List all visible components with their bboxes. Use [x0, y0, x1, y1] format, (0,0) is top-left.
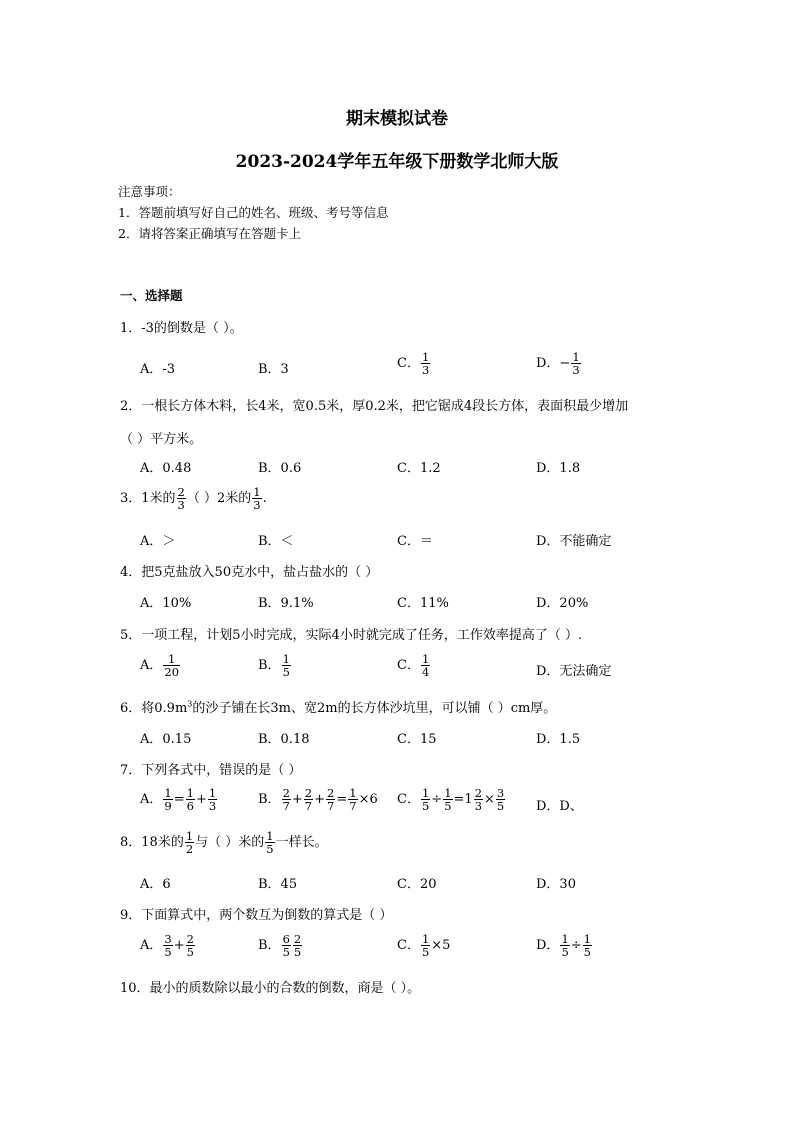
question-8: 8．18米的 $\frac{1}{2}$ 与（ ）米的 $\frac{1}{5}$ 一样长。 [120, 829, 328, 857]
q2-option-a: A．0.48 [140, 461, 192, 476]
q1-option-b: B．3 [258, 362, 289, 377]
fraction: $\frac{1}{3}$ [572, 350, 580, 378]
q5-option-d: D．无法确定 [536, 664, 612, 679]
q3-option-d: D．不能确定 [536, 534, 612, 549]
q3-option-c: C．＝ [397, 534, 433, 549]
q7-option-c: C． $\frac{1}{5}$ ÷ $\frac{1}{5}$ =1 $\frac{2}{3}$ × $\frac{3}{5}$ [397, 786, 505, 814]
q9-option-d: D． $\frac{1}{5}$ ÷ $\frac{1}{5}$ [536, 932, 591, 960]
q5-option-b: B． $\frac{1}{5}$ [258, 652, 290, 680]
question-3: 3．1米的 $\frac{2}{3}$ （ ）2米的 $\frac{1}{3}$ . [120, 485, 267, 513]
q2-option-c: C．1.2 [397, 461, 441, 476]
q7-option-d: D．D、 [536, 799, 583, 814]
question-10: 10．最小的质数除以最小的合数的倒数，商是（ ）。 [120, 981, 421, 996]
q8-option-a: A．6 [140, 877, 171, 892]
fraction: $\frac{1}{5}$ [444, 786, 452, 814]
fraction: $\frac{2}{7}$ [327, 786, 335, 814]
page-subtitle: 2023-2024学年五年级下册数学北师大版 [235, 152, 559, 172]
question-7: 7．下列各式中，错误的是（ ） [120, 763, 302, 778]
q8-option-c: C．20 [397, 877, 437, 892]
q1-option-a: A．-3 [140, 362, 176, 377]
q4-option-a: A．10% [140, 596, 192, 611]
q9-option-c: C． $\frac{1}{5}$ ×5 [397, 932, 451, 960]
q1-option-c: C． $\frac{1}{3}$ [397, 350, 430, 378]
fraction: $\frac{3}{5}$ [496, 786, 505, 814]
fraction: $\frac{1}{3}$ [208, 786, 217, 814]
fraction: $\frac{1}{5}$ [561, 932, 569, 960]
q2-option-d: D．1.8 [536, 461, 581, 476]
note-item-1: 1．答题前填写好自己的姓名、班级、考号等信息 [118, 205, 389, 220]
q5-option-a: A． $\frac{1}{20}$ [140, 652, 180, 680]
fraction: $\frac{1}{5}$ [282, 652, 290, 680]
fraction: $\frac{1}{7}$ [349, 786, 357, 814]
q4-option-d: D．20% [536, 596, 589, 611]
q9-option-b: B． $\frac{6}{5}$ $\frac{2}{5}$ [258, 932, 302, 960]
q8-option-d: D．30 [536, 877, 576, 892]
fraction: $\frac{1}{3}$ [421, 350, 430, 378]
q4-option-b: B．9.1% [258, 596, 314, 611]
fraction: $\frac{1}{2}$ [185, 829, 194, 857]
fraction: $\frac{2}{5}$ [293, 932, 302, 960]
q6-option-b: B．0.18 [258, 732, 310, 747]
fraction: $\frac{1}{5}$ [266, 829, 274, 857]
fraction: $\frac{1}{5}$ [583, 932, 591, 960]
q2-option-b: B．0.6 [258, 461, 302, 476]
fraction: $\frac{1}{9}$ [164, 786, 172, 814]
q3-option-b: B．＜ [258, 534, 294, 549]
question-6: 6．将$0.9m^3$的沙子铺在长3m、宽2m的长方体沙坑里，可以铺（ ）cm厚。 [120, 699, 557, 716]
notes-heading: 注意事项： [118, 184, 181, 199]
q3-option-a: A．＞ [140, 534, 176, 549]
q7-option-a: A． $\frac{1}{9}$ = $\frac{1}{6}$ + $\frac{1}{3}$ [140, 786, 217, 814]
question-9: 9．下面算式中，两个数互为倒数的算式是（ ） [120, 908, 393, 923]
question-2-line-2: （ ）平方米。 [120, 432, 203, 447]
q9-option-a: A． $\frac{3}{5}$ + $\frac{2}{5}$ [140, 932, 194, 960]
q6-option-d: D．1.5 [536, 732, 581, 747]
fraction: $\frac{1}{3}$ [253, 485, 261, 513]
fraction: $\frac{2}{3}$ [177, 485, 185, 513]
note-item-2: 2．请将答案正确填写在答题卡上 [118, 226, 301, 241]
q4-option-c: C．11% [397, 596, 449, 611]
question-5: 5．一项工程，计划5小时完成，实际4小时就完成了任务，工作效率提高了（ ）. [120, 628, 583, 643]
q8-option-b: B．45 [258, 877, 298, 892]
fraction: $\frac{3}{5}$ [164, 932, 172, 960]
fraction: $\frac{6}{5}$ [282, 932, 290, 960]
q7-option-b: B． $\frac{2}{7}$ + $\frac{2}{7}$ + $\frac{2}{7}$ = $\frac{1}{7}$ ×6 [258, 786, 378, 814]
page-title: 期末模拟试卷 [346, 109, 448, 129]
fraction: $\frac{2}{7}$ [304, 786, 313, 814]
fraction: $\frac{1}{20}$ [164, 652, 180, 680]
q1-option-d: D．− $\frac{1}{3}$ [536, 350, 580, 378]
fraction: $\frac{1}{4}$ [421, 652, 430, 680]
question-4: 4．把5克盐放入50克水中，盐占盐水的（ ） [120, 565, 379, 580]
question-1: 1．-3的倒数是（ ）。 [120, 321, 243, 336]
fraction: $\frac{2}{5}$ [186, 932, 194, 960]
fraction: $\frac{2}{3}$ [474, 786, 483, 814]
section-heading: 一、选择题 [120, 288, 183, 303]
fraction: $\frac{2}{7}$ [282, 786, 290, 814]
question-2-line-1: 2．一根长方体木料，长4米，宽0.5米，厚0.2米，把它锯成4段长方体，表面积最少增加 [120, 399, 629, 414]
fraction: $\frac{1}{5}$ [421, 786, 430, 814]
fraction: $\frac{1}{6}$ [186, 786, 194, 814]
q6-option-c: C．15 [397, 732, 437, 747]
q5-option-c: C． $\frac{1}{4}$ [397, 652, 430, 680]
q6-option-a: A．0.15 [140, 732, 192, 747]
fraction: $\frac{1}{5}$ [421, 932, 430, 960]
